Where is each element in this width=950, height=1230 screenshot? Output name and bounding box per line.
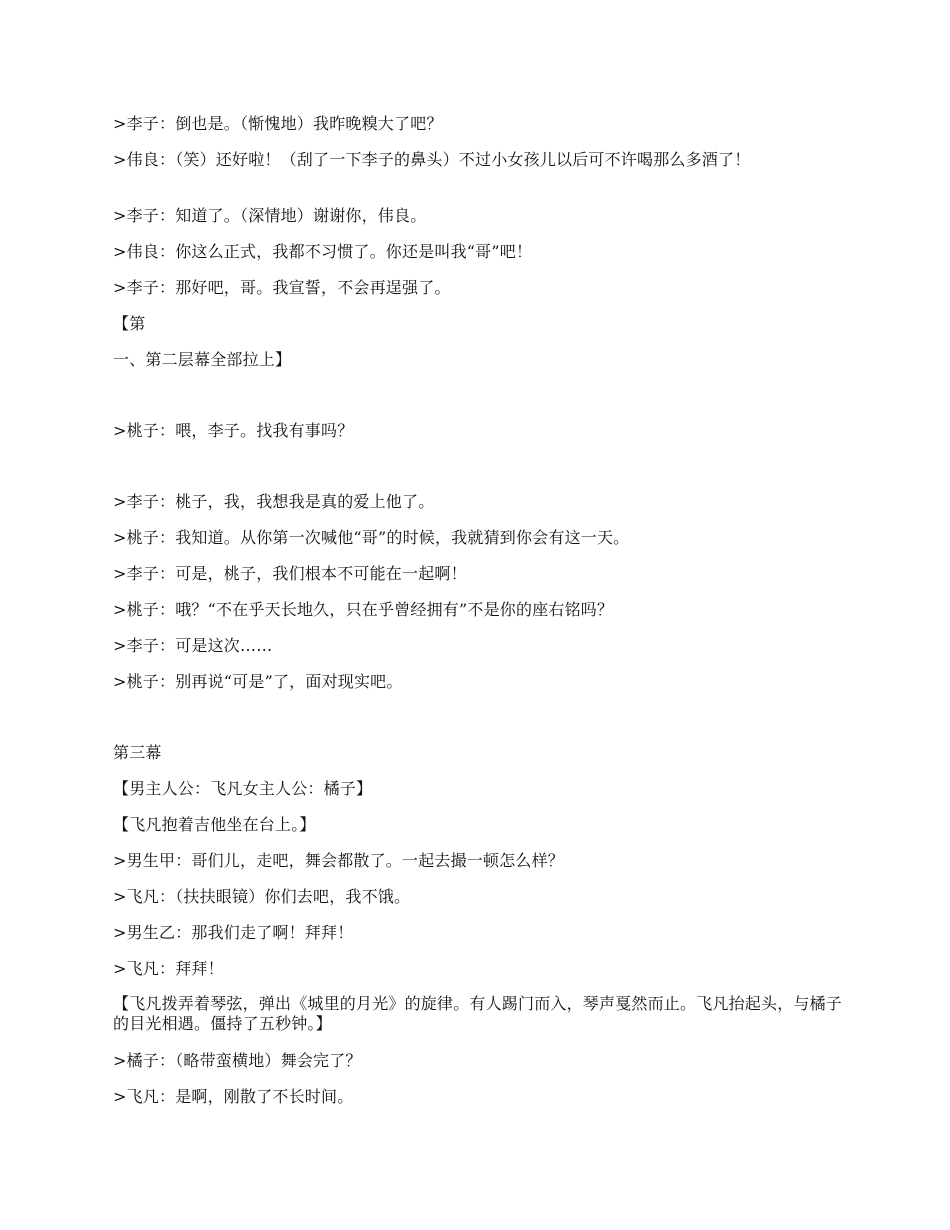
stage-direction: 【男主人公：飞凡女主人公：橘子】 bbox=[113, 779, 373, 798]
dialogue-line: >飞凡：（扶扶眼镜）你们去吧，我不饿。 bbox=[113, 887, 411, 906]
dialogue-line: >桃子：哦？“不在乎天长地久，只在乎曾经拥有”不是你的座右铭吗？ bbox=[113, 600, 614, 619]
dialogue-line: >飞凡：拜拜！ bbox=[113, 959, 224, 978]
stage-direction: 【第 bbox=[113, 314, 146, 333]
dialogue-line: >伟良：你这么正式，我都不习惯了。你还是叫我“哥”吧！ bbox=[113, 242, 533, 261]
dialogue-line: >李子：桃子，我，我想我是真的爱上他了。 bbox=[113, 492, 435, 511]
dialogue-line: >桃子：我知道。从你第一次喊他“哥”的时候，我就猜到你会有这一天。 bbox=[113, 528, 630, 547]
dialogue-line: >伟良：（笑）还好啦！（刮了一下李子的鼻头）不过小女孩儿以后可不许喝那么多酒了！ bbox=[113, 150, 751, 169]
scene-heading: 第三幕 bbox=[113, 743, 162, 762]
dialogue-line: >李子：倒也是。（惭愧地）我昨晚糗大了吧？ bbox=[113, 114, 443, 133]
dialogue-line: >男生甲：哥们儿，走吧，舞会都散了。一起去撮一顿怎么样？ bbox=[113, 851, 565, 870]
stage-direction: 【飞凡拨弄着琴弦，弹出《城里的月光》的旋律。有人踢门而入，琴声戛然而止。飞凡抬起头，与橘子的目光相遇。僵持了五秒钟。】 bbox=[113, 994, 843, 1033]
dialogue-line: >李子：那好吧，哥。我宣誓，不会再逞强了。 bbox=[113, 278, 451, 297]
dialogue-line: >李子：可是这次…… bbox=[113, 636, 273, 655]
dialogue-line: >桃子：别再说“可是”了，面对现实吧。 bbox=[113, 672, 403, 691]
dialogue-line: >李子：知道了。（深情地）谢谢你，伟良。 bbox=[113, 206, 427, 225]
stage-direction: 【飞凡抱着吉他坐在台上。】 bbox=[113, 815, 316, 834]
dialogue-line: >桃子：喂，李子。找我有事吗？ bbox=[113, 421, 354, 440]
stage-direction: 一、第二层幕全部拉上】 bbox=[113, 350, 292, 369]
dialogue-line: >男生乙：那我们走了啊！拜拜！ bbox=[113, 923, 354, 942]
dialogue-line: >李子：可是，桃子，我们根本不可能在一起啊！ bbox=[113, 564, 467, 583]
dialogue-line: >橘子：（略带蛮横地）舞会完了？ bbox=[113, 1051, 362, 1070]
dialogue-line: >飞凡：是啊，刚散了不长时间。 bbox=[113, 1087, 354, 1106]
